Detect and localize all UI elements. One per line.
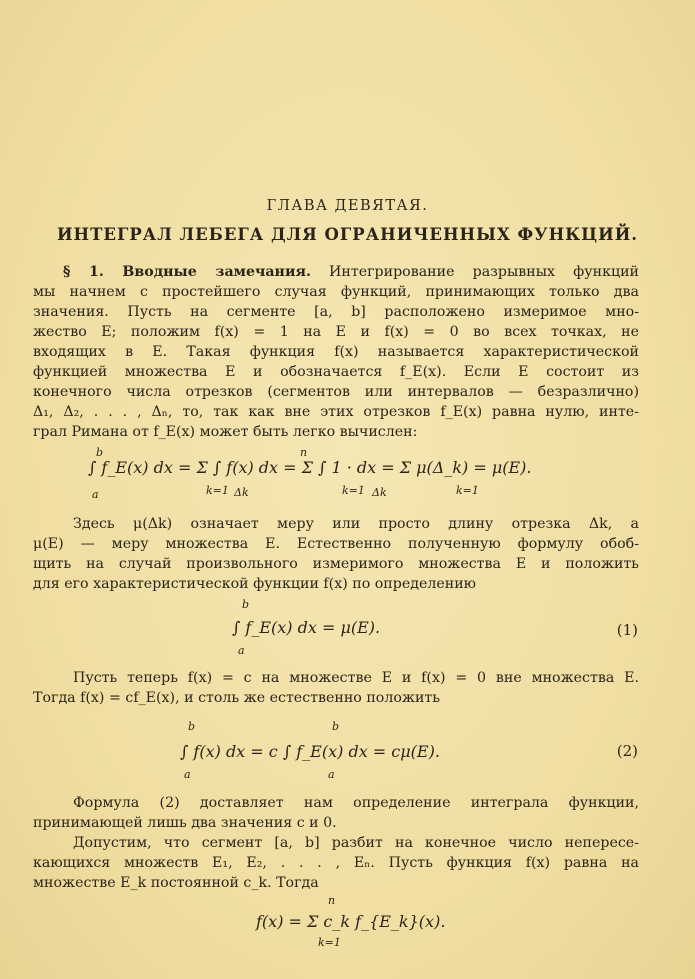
text-line: значения. Пусть на сегменте [a, b] расположено измеримое мно-: [33, 304, 639, 320]
formula-body: f(x) = Σ c_k f_{E_k}(x).: [256, 912, 446, 931]
sum-lower: k=1: [456, 484, 479, 497]
text-line: Δ₁, Δ₂, . . . , Δₙ, то, так как вне этих отрезков f_E(x) равна нулю, инте-: [33, 404, 639, 420]
section-heading: § 1. Вводные замечания.: [63, 264, 311, 280]
upper-limit: b: [96, 446, 104, 459]
delta-limit: Δk: [372, 486, 387, 499]
delta-limit: Δk: [234, 486, 249, 499]
sum-lower: k=1: [342, 484, 365, 497]
sum-lower: k=1: [206, 484, 229, 497]
paragraph-intro: [33, 262, 639, 442]
text-line: жество E; положим f(x) = 1 на E и f(x) = 0 во всех точках, не: [33, 324, 639, 340]
lower-limit: a: [184, 768, 191, 781]
lower-limit: a: [238, 644, 245, 657]
paragraph-measure: [33, 514, 639, 594]
formula-body: ∫ f_E(x) dx = Σ ∫ f(x) dx = Σ ∫ 1 · dx = Σ μ(Δ_k) = μ(E).: [88, 458, 532, 477]
text-line: принимающей лишь два значения c и 0.: [33, 815, 337, 831]
text-line: входящих в E. Такая функция f(x) называется характеристической: [33, 344, 639, 360]
text-line: Допустим, что сегмент [a, b] разбит на конечное число непересе-: [73, 835, 639, 851]
text-line: щить на случай произвольного измеримого множества E и положить: [33, 556, 639, 572]
text-line: Здесь μ(Δk) означает меру или просто длину отрезка Δk, а: [73, 516, 639, 532]
text-line: грал Римана от f_E(x) может быть легко вычислен:: [33, 424, 418, 440]
text-line: мы начнем с простейшего случая функций, принимающих только два: [33, 284, 639, 300]
lower-limit: a: [92, 488, 99, 501]
text-line: Формула (2) доставляет нам определение интеграла функции,: [73, 795, 639, 811]
text-line: Пусть теперь f(x) = c на множестве E и f(x) = 0 вне множества E.: [73, 670, 639, 686]
sum-lower: k=1: [318, 936, 341, 949]
upper-limit: b: [188, 720, 196, 733]
sum-upper: n: [300, 446, 308, 459]
text-line: для его характеристической функции f(x) по определению: [33, 576, 477, 592]
lower-limit: a: [328, 768, 335, 781]
formula-body: ∫ f(x) dx = c ∫ f_E(x) dx = cμ(E).: [180, 742, 440, 761]
text-line: μ(E) — меру множества E. Естественно полученную формулу обоб-: [33, 536, 639, 552]
paragraph-definition: [33, 793, 639, 833]
text-line: кающихся множеств E₁, E₂, . . . , Eₙ. Пусть функция f(x) равна на: [33, 855, 639, 871]
text-line: множестве E_k постоянной c_k. Тогда: [33, 875, 319, 891]
upper-limit: b: [332, 720, 340, 733]
equation-number-1: (1): [616, 621, 638, 639]
upper-limit: b: [242, 598, 250, 611]
text-line: конечного числа отрезков (сегментов или интервалов — безразлично): [33, 384, 639, 400]
text-line: Тогда f(x) = cf_E(x), и столь же естественно положить: [33, 690, 440, 706]
equation-number-2: (2): [616, 742, 638, 760]
paragraph-constant: [33, 668, 639, 708]
chapter-heading: ГЛАВА ДЕВЯТАЯ.: [266, 198, 429, 214]
sum-upper: n: [328, 894, 336, 907]
text-line: функцией множества E и обозначается f_E(x). Если E состоит из: [33, 364, 639, 380]
chapter-title: ИНТЕГРАЛ ЛЕБЕГА ДЛЯ ОГРАНИЧЕННЫХ ФУНКЦИЙ.: [56, 225, 639, 244]
text-line: § 1. Вводные замечания. Интегрирование разрывных функций: [63, 264, 639, 280]
formula-body: ∫ f_E(x) dx = μ(E).: [232, 618, 381, 637]
paragraph-partition: [33, 833, 639, 893]
